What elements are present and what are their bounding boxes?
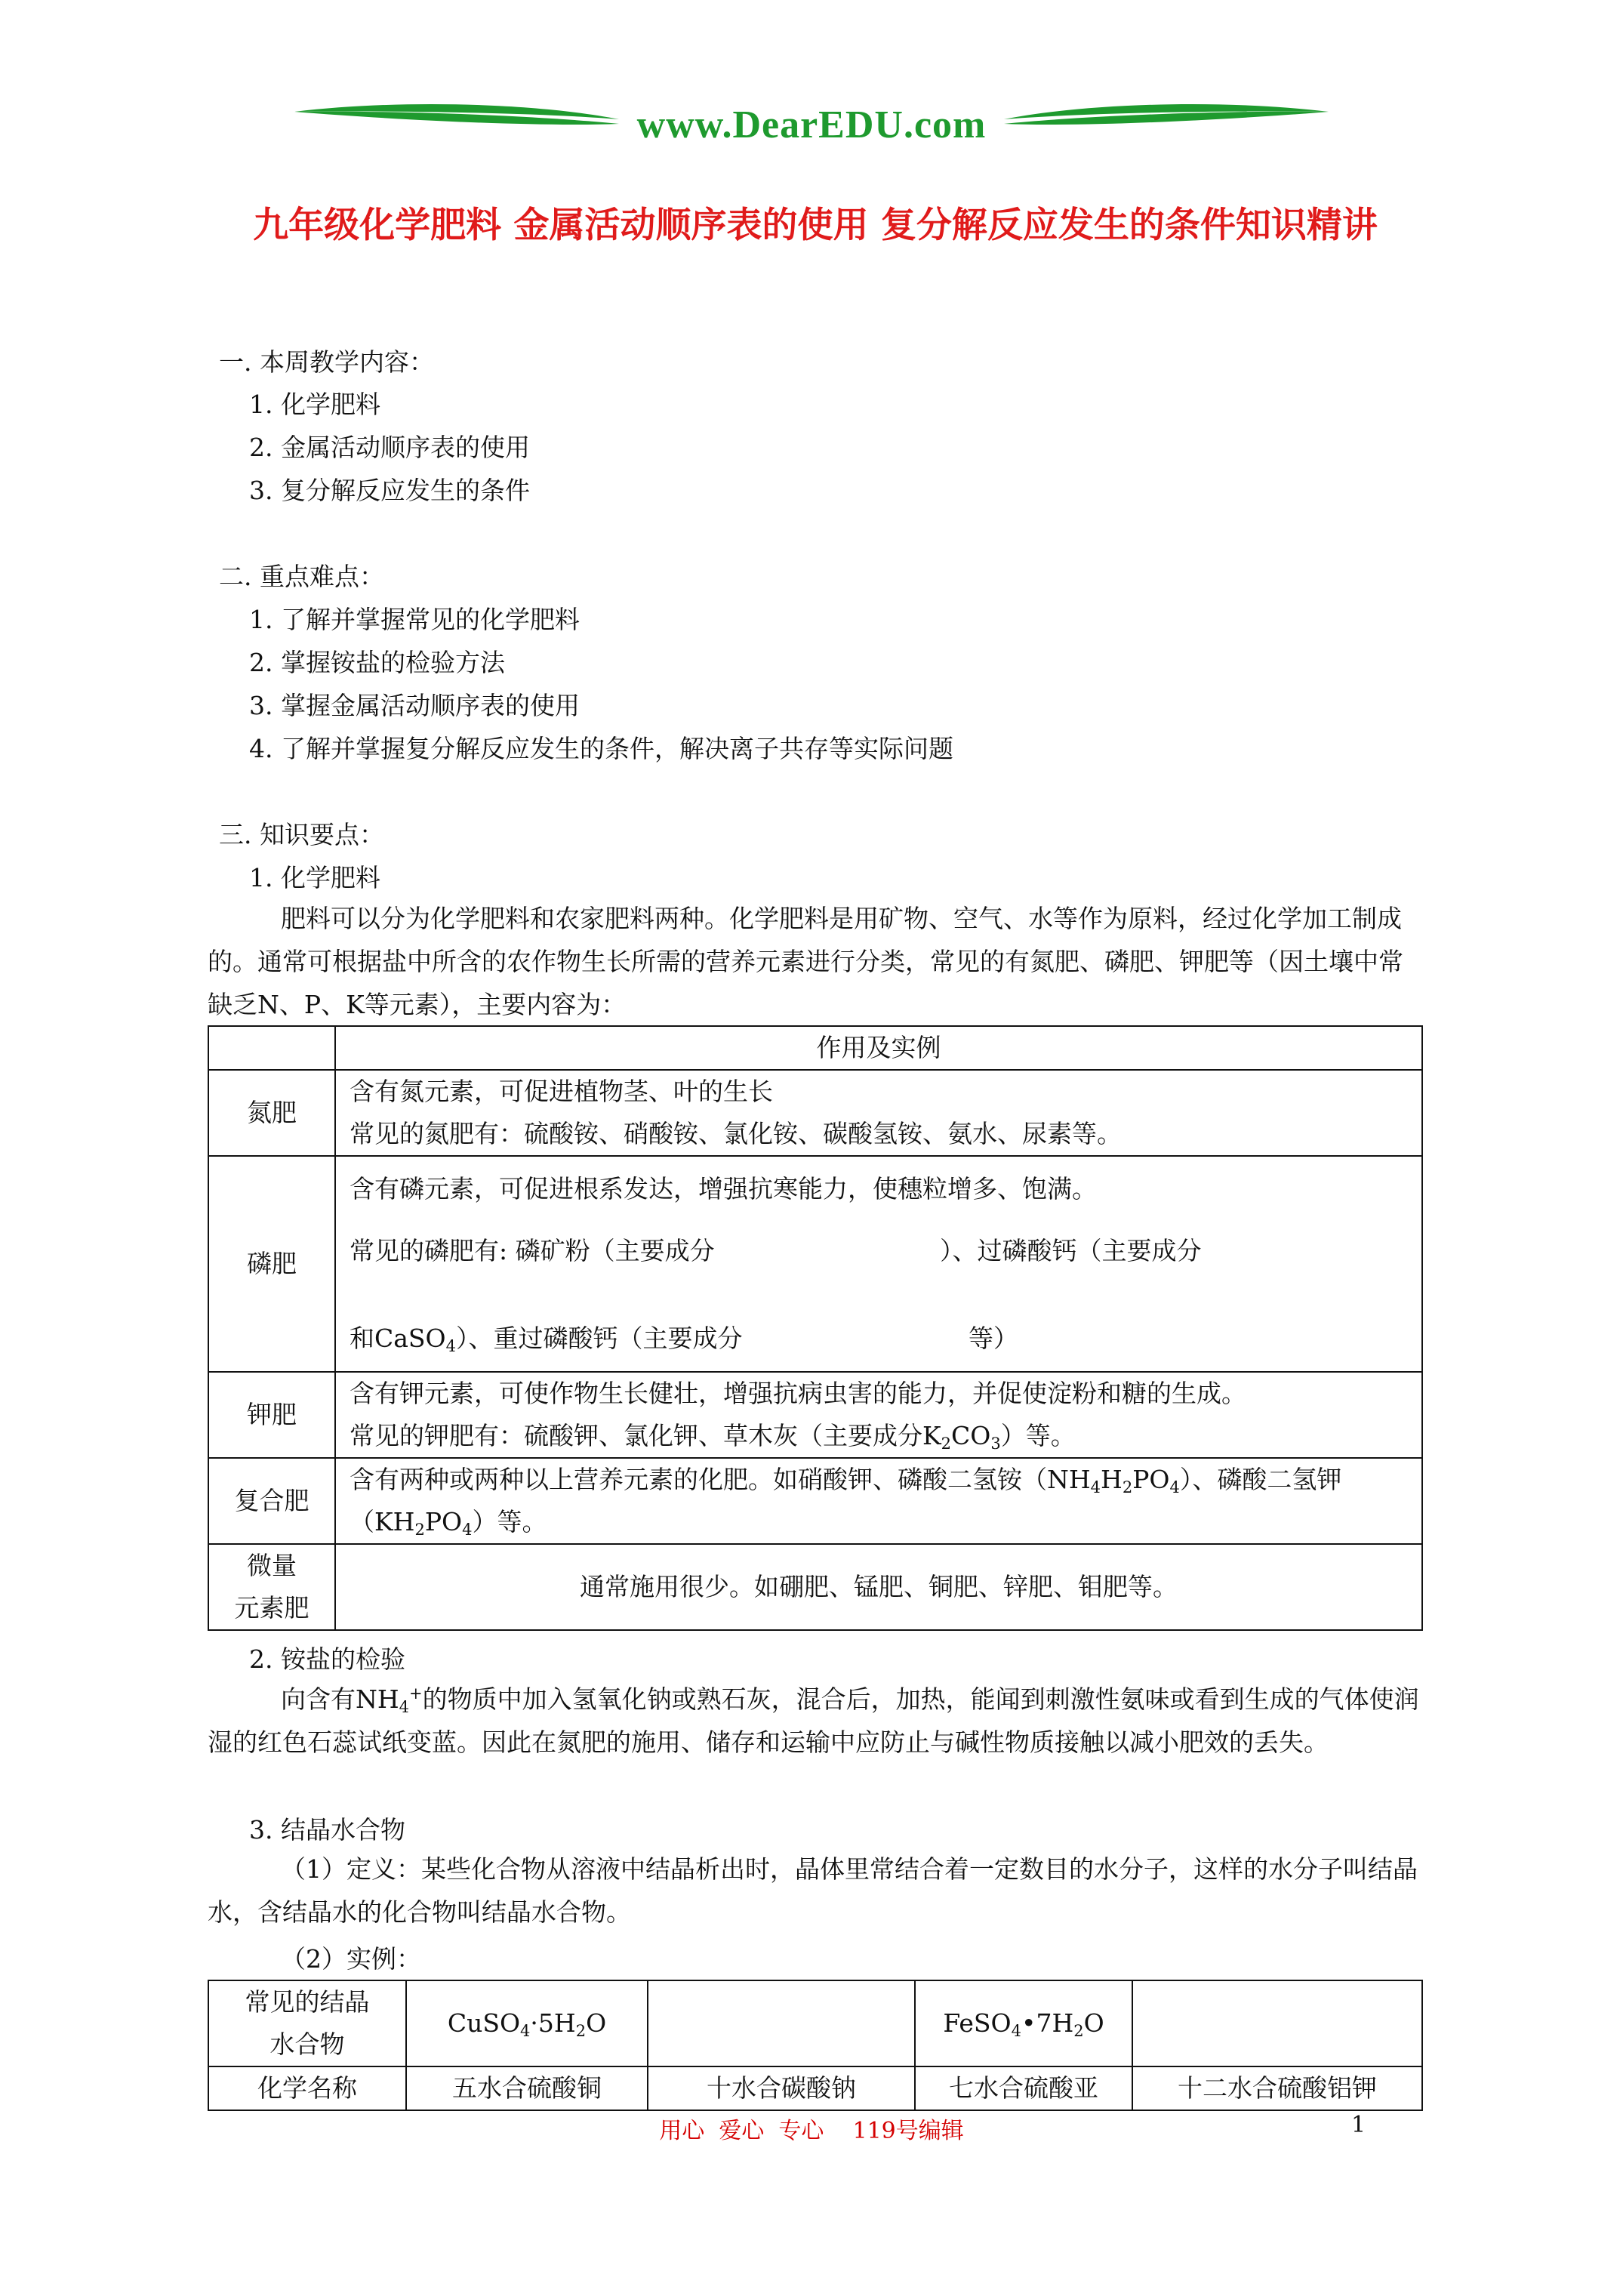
row-line: 含有磷元素，可促进根系发达，增强抗寒能力，使穗粒增多、饱满。 (350, 1174, 1097, 1203)
footer-slogan: 用心 爱心 专心 119号编辑 (659, 2118, 964, 2144)
sub-heading: （2）实例： (281, 1944, 421, 1974)
superscript: + (409, 1684, 423, 1703)
text-span: •7H (1021, 2008, 1074, 2038)
list-item: 1. 了解并掌握常见的化学肥料 (249, 605, 580, 634)
table-cell: 十二水合硫酸铝钾 (1132, 2066, 1422, 2110)
text-span: O (1083, 2008, 1104, 2038)
table-cell: 十水合碳酸钠 (648, 2066, 915, 2110)
text-span: PO (1132, 1465, 1170, 1494)
text-span: 向含有NH (281, 1684, 399, 1714)
text-span: PO (424, 1507, 463, 1536)
subscript: 3 (990, 1435, 1001, 1453)
list-item: 3. 复分解反应发生的条件 (249, 476, 530, 505)
table-header-empty (208, 1026, 335, 1070)
row-content (335, 1070, 1422, 1156)
table-row (208, 1156, 1422, 1372)
row-content: 通常施用很少。如硼肥、锰肥、铜肥、锌肥、钼肥等。 (335, 1544, 1422, 1630)
row-label-line: 水合物 (269, 2029, 345, 2059)
subscript: 4 (1090, 1478, 1101, 1496)
text-span: ·5H (530, 2008, 576, 2038)
subscript: 2 (414, 1521, 425, 1539)
subscript: 4 (445, 1337, 456, 1355)
text-span: ）等。 (472, 1507, 547, 1536)
row-label: 复合肥 (208, 1458, 335, 1544)
subscript: 4 (520, 2022, 531, 2040)
text-span: 的物质中加入氢氧化钠或熟石灰，混合后，加热，能闻到刺激性氨味或看到生成的气体使润湿的红色石蕊试纸变蓝。因此在氮肥的施用、储存和运输中应防止与碱性物质接触以减小肥效的丢失。 (208, 1684, 1419, 1757)
table-row (208, 1372, 1422, 1458)
text-span: 和CaSO (350, 1324, 446, 1353)
subscript: 4 (462, 1521, 473, 1539)
text-span: ）、磷酸二氢钾（KH (350, 1465, 1342, 1536)
page-number: 1 (1351, 2112, 1366, 2138)
row-label: 化学名称 (208, 2066, 406, 2110)
text-span: FeSO (943, 2008, 1012, 2038)
ammonium-paragraph (208, 1678, 1423, 1764)
table-cell (648, 1980, 915, 2066)
list-item: 2. 金属活动顺序表的使用 (249, 433, 530, 462)
row-content (335, 1156, 1422, 1372)
text-span: CO (951, 1421, 991, 1450)
row-line (350, 1415, 1408, 1457)
text-span: ）、过磷酸钙（主要成分 (940, 1236, 1202, 1265)
row-label: 氮肥 (208, 1070, 335, 1156)
table-header: 作用及实例 (335, 1026, 1422, 1070)
section-heading: 三. 知识要点： (219, 820, 384, 849)
table-row (208, 1458, 1422, 1544)
section-heading: 二. 重点难点： (219, 562, 384, 591)
sub-heading: 3. 结晶水合物 (249, 1815, 405, 1845)
page-title: 九年级化学肥料 金属活动顺序表的使用 复分解反应发生的条件知识精讲 (253, 205, 1378, 246)
row-line (350, 1317, 1408, 1361)
fertilizer-table (208, 1025, 1423, 1631)
row-content (335, 1372, 1422, 1458)
table-cell (406, 1980, 648, 2066)
row-label (208, 1980, 406, 2066)
definition-paragraph: （1）定义：某些化合物从溶液中结晶析出时，晶体里常结合着一定数目的水分子，这样的水分子叫结晶水，含结晶水的化合物叫结晶水合物。 (208, 1854, 1418, 1927)
text-span: ）、重过磷酸钙（主要成分 (455, 1324, 743, 1353)
row-line: 含有氮元素，可促进植物茎、叶的生长 (350, 1077, 773, 1106)
table-row (208, 1070, 1422, 1156)
list-item: 4. 了解并掌握复分解反应发生的条件，解决离子共存等实际问题 (249, 734, 953, 763)
text-span: O (586, 2008, 607, 2038)
hydrate-table (208, 1980, 1423, 2111)
text-span: CuSO (447, 2008, 521, 2038)
table-row (208, 1026, 1422, 1070)
text-span: 含有两种或两种以上营养元素的化肥。如硝酸钾、磷酸二氢铵（NH (350, 1465, 1091, 1494)
text-span: 常见的钾肥有：硫酸钾、氯化钾、草木灰（主要成分K (350, 1421, 941, 1450)
sub-heading: 2. 铵盐的检验 (249, 1644, 405, 1674)
subscript: 2 (1073, 2022, 1084, 2040)
intro-paragraph: 肥料可以分为化学肥料和农家肥料两种。化学肥料是用矿物、空气、水等作为原料，经过化学加工制成的。通常可根据盐中所含的农作物生长所需的营养元素进行分类，常见的有氮肥、磷肥、钾肥等（因土壤中常缺乏N、P、K等元素），主要内容为： (208, 904, 1403, 1019)
header-banner (294, 91, 1329, 159)
subscript: 2 (941, 1435, 952, 1453)
text-span: 等） (969, 1324, 1018, 1353)
row-label-line: 元素肥 (234, 1593, 310, 1623)
row-label: 钾肥 (208, 1372, 335, 1458)
subscript: 2 (575, 2022, 587, 2040)
list-item: 3. 掌握金属活动顺序表的使用 (249, 691, 580, 720)
text-span: 常见的磷肥有: 磷矿粉（主要成分 (350, 1236, 715, 1265)
row-line (350, 1459, 1408, 1543)
table-cell (915, 1980, 1132, 2066)
subscript: 4 (1169, 1478, 1180, 1496)
row-label-line: 微量 (247, 1551, 297, 1580)
row-label (208, 1544, 335, 1630)
row-label: 磷肥 (208, 1156, 335, 1372)
list-item: 2. 掌握铵盐的检验方法 (249, 648, 505, 677)
section-heading: 一. 本周教学内容： (219, 347, 434, 377)
row-line (350, 1229, 1408, 1273)
row-label-line: 常见的结晶 (245, 1987, 370, 2017)
banner-text: www.DearEDU.com (636, 103, 987, 146)
table-cell: 七水合硫酸亚 (915, 2066, 1132, 2110)
subscript: 4 (399, 1698, 410, 1716)
subscript: 4 (1011, 2022, 1021, 2040)
table-row (208, 1980, 1422, 2066)
row-line: 含有钾元素，可使作物生长健壮，增强抗病虫害的能力，并促使淀粉和糖的生成。 (350, 1379, 1246, 1408)
table-cell (1132, 1980, 1422, 2066)
row-line: 常见的氮肥有：硫酸铵、硝酸铵、氯化铵、碳酸氢铵、氨水、尿素等。 (350, 1119, 1122, 1148)
subscript: 2 (1122, 1478, 1133, 1496)
table-cell: 五水合硫酸铜 (406, 2066, 648, 2110)
row-content (335, 1458, 1422, 1544)
text-span: H (1101, 1465, 1123, 1494)
list-item: 1. 化学肥料 (249, 390, 380, 419)
sub-heading: 1. 化学肥料 (249, 863, 380, 892)
table-row (208, 2066, 1422, 2110)
table-row (208, 1544, 1422, 1630)
text-span: ）等。 (1000, 1421, 1076, 1450)
